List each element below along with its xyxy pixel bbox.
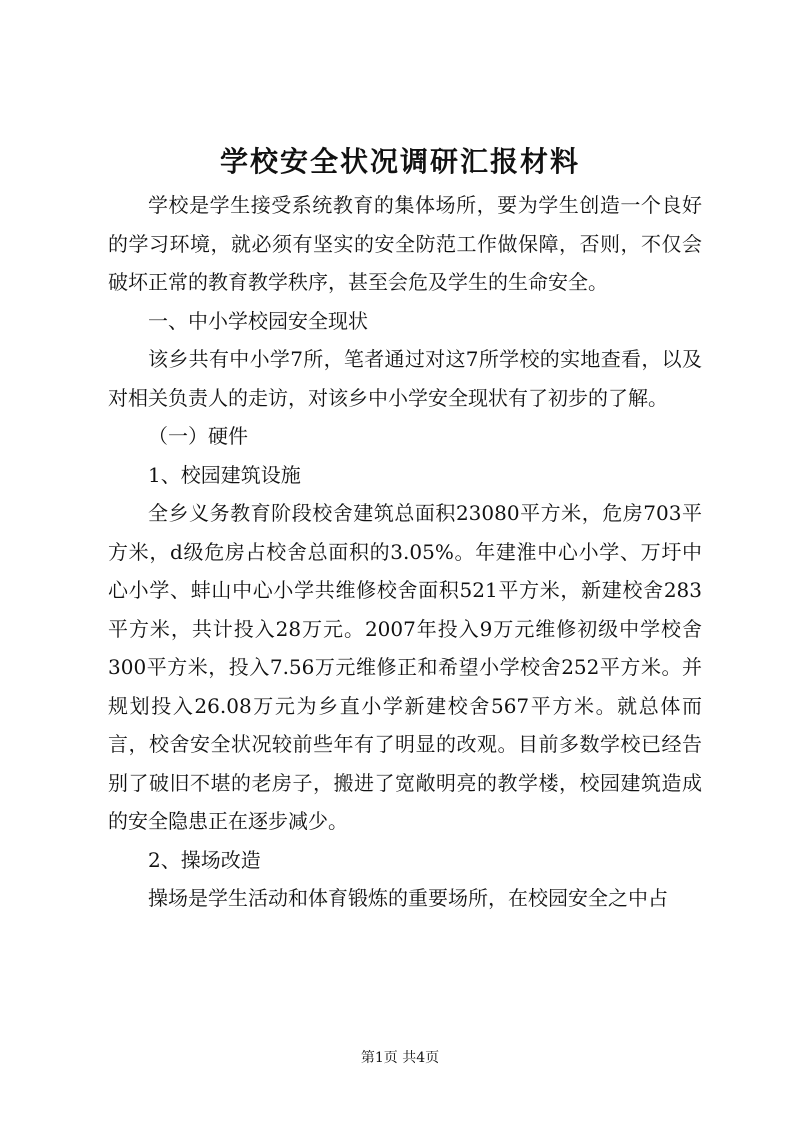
document-title: 学校安全状况调研汇报材料 xyxy=(219,145,580,178)
heading-playground: 2、操场改造 xyxy=(148,847,261,872)
heading-buildings: 1、校园建筑设施 xyxy=(148,462,301,487)
paragraph-playground: 操场是学生活动和体育锻炼的重要场所，在校园安全之中占 xyxy=(148,886,668,910)
paragraph-buildings: 全乡义务教育阶段校舍建筑总面积23080平方米，危房703平方米，d级危房占校舍总面积的3.05%。年建淮中心小学、万圩中心小学、蚌山中心小学共维修校舍面积521平方米，新建校舍283平方米，共计投入28万元。2007年投入9万元维修初级中学校舍300平方米，投入7.56万元维修正和希望小学校舍252平方米。并规划投入26.08万元为乡直小学新建校舍567平方米。就总体而言，校舍安全状况较前些年有了明显的改观。目前多数学校已经告别了破旧不堪的老房子，搬进了宽敞明亮的教学楼，校园建筑造成的安全隐患正在逐步减少。 xyxy=(108,501,702,833)
heading-hardware: （一）硬件 xyxy=(148,424,248,448)
page-footer: 第1页 共4页 xyxy=(360,1050,440,1066)
paragraph-intro: 学校是学生接受系统教育的集体场所，要为学生创造一个良好的学习环境，就必须有坚实的安全防范工作做保障，否则，不仅会破坏正常的教育教学秩序，甚至会危及学生的生命安全。 xyxy=(108,193,702,294)
heading-section-1: 一、中小学校园安全现状 xyxy=(148,308,368,333)
paragraph-overview: 该乡共有中小学7所，笔者通过对这7所学校的实地查看，以及对相关负责人的走访，对该乡中小学安全现状有了初步的了解。 xyxy=(108,347,702,410)
document-body xyxy=(108,186,702,918)
